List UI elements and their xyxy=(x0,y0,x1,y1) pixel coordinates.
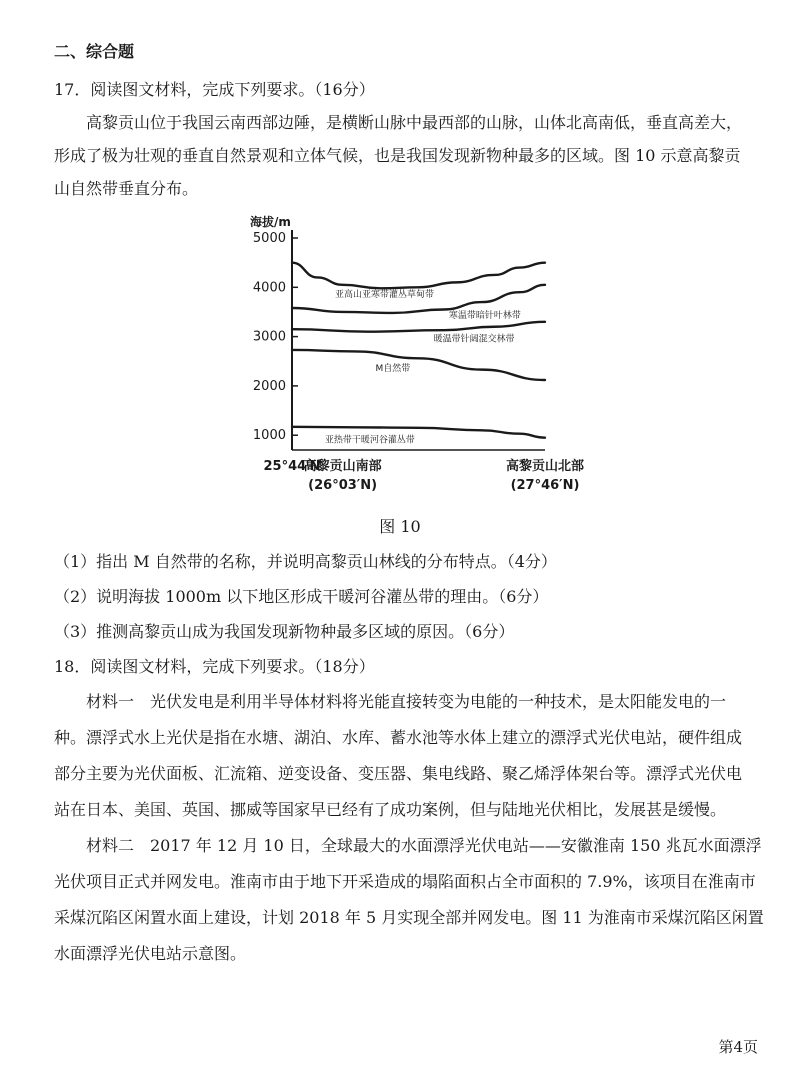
q18-material2-line-2: 光伏项目正式并网发电。淮南市由于地下开采造成的塌陷面积占全市面积的 7.9%，该项目在淮南市 xyxy=(54,872,756,891)
zone-label: M自然带 xyxy=(375,364,411,375)
y-tick-label: 4000 xyxy=(252,280,286,296)
y-tick-label: 2000 xyxy=(252,378,286,394)
q18-material1-line-1: 材料一 光伏发电是利用半导体材料将光能直接转变为电能的一种技术，是太阳能发电的一 xyxy=(86,692,727,711)
x-tick-label: 高黎贡山北部 xyxy=(505,459,585,474)
q18-material1-line-4: 站在日本、美国、英国、挪威等国家早已经有了成功案例，但与陆地光伏相比，发展甚是缓慢。 xyxy=(54,800,727,819)
altitude-zone-chart xyxy=(240,210,585,510)
figure-10-caption: 图 10 xyxy=(379,517,421,536)
q18-material1-line-3: 部分主要为光伏面板、汇流箱、逆变设备、变压器、集电线路、聚乙烯浮体架台等。漂浮式光伏电 xyxy=(54,764,743,783)
x-tick-sublabel: (26°03′N) xyxy=(308,478,378,493)
chart-plot-area xyxy=(250,214,584,493)
zone-boundary-line xyxy=(292,350,545,380)
y-tick-label: 1000 xyxy=(252,428,286,444)
q17-paragraph-line-1: 高黎贡山位于我国云南西部边陲，是横断山脉中最西部的山脉，山体北高南低，垂直高差大， xyxy=(86,113,743,132)
zone-label: 寒温带暗针叶林带 xyxy=(448,310,521,321)
zone-label: 亚热带干暖河谷灌丛带 xyxy=(324,435,415,446)
q17-paragraph-line-2: 形成了极为壮观的垂直自然景观和立体气候，也是我国发现新物种最多的区域。图 10 示意高黎贡 xyxy=(54,146,741,165)
q18-header: 18．阅读图文材料，完成下列要求。（18分） xyxy=(54,657,375,676)
x-tick-label: 高黎贡山南部 xyxy=(303,459,382,474)
zone-label: 暖温带针阔混交林带 xyxy=(433,334,515,345)
zone-boundary-line xyxy=(292,263,545,289)
x-tick-label: 25°44′N xyxy=(263,459,321,474)
q18-material2-line-3: 采煤沉陷区闲置水面上建设，计划 2018 年 5 月实现全部并网发电。图 11 为淮南市采煤沉陷区闲置 xyxy=(54,908,764,927)
y-tick-label: 3000 xyxy=(252,329,286,345)
q18-material1-line-2: 种。漂浮式水上光伏是指在水塘、湖泊、水库、蓄水池等水体上建立的漂浮式光伏电站，硬件组成 xyxy=(54,728,743,747)
zone-label: 亚高山亚寒带灌丛草甸带 xyxy=(335,290,435,301)
q17-question-1: （1）指出 M 自然带的名称，并说明高黎贡山林线的分布特点。（4分） xyxy=(54,552,557,571)
zone-boundary-line xyxy=(292,322,545,332)
q17-question-2: （2）说明海拔 1000m 以下地区形成干暖河谷灌丛带的理由。（6分） xyxy=(54,587,549,606)
q17-paragraph-line-3: 山自然带垂直分布。 xyxy=(54,179,199,198)
section-title: 二、综合题 xyxy=(54,42,135,61)
y-tick-label: 5000 xyxy=(252,231,286,246)
y-axis-title: 海拔/m xyxy=(250,215,291,229)
q17-question-3: （3）推测高黎贡山成为我国发现新物种最多区域的原因。（6分） xyxy=(54,622,515,641)
q18-material2-line-1: 材料二 2017 年 12 月 10 日，全球最大的水面漂浮光伏电站——安徽淮南 150 兆瓦水面漂浮 xyxy=(86,836,762,855)
q17-header: 17．阅读图文材料，完成下列要求。（16分） xyxy=(54,80,375,99)
q18-material2-line-4: 水面漂浮光伏电站示意图。 xyxy=(54,944,247,963)
x-tick-sublabel: (27°46′N) xyxy=(510,478,580,493)
page-number: 第4页 xyxy=(718,1038,758,1056)
